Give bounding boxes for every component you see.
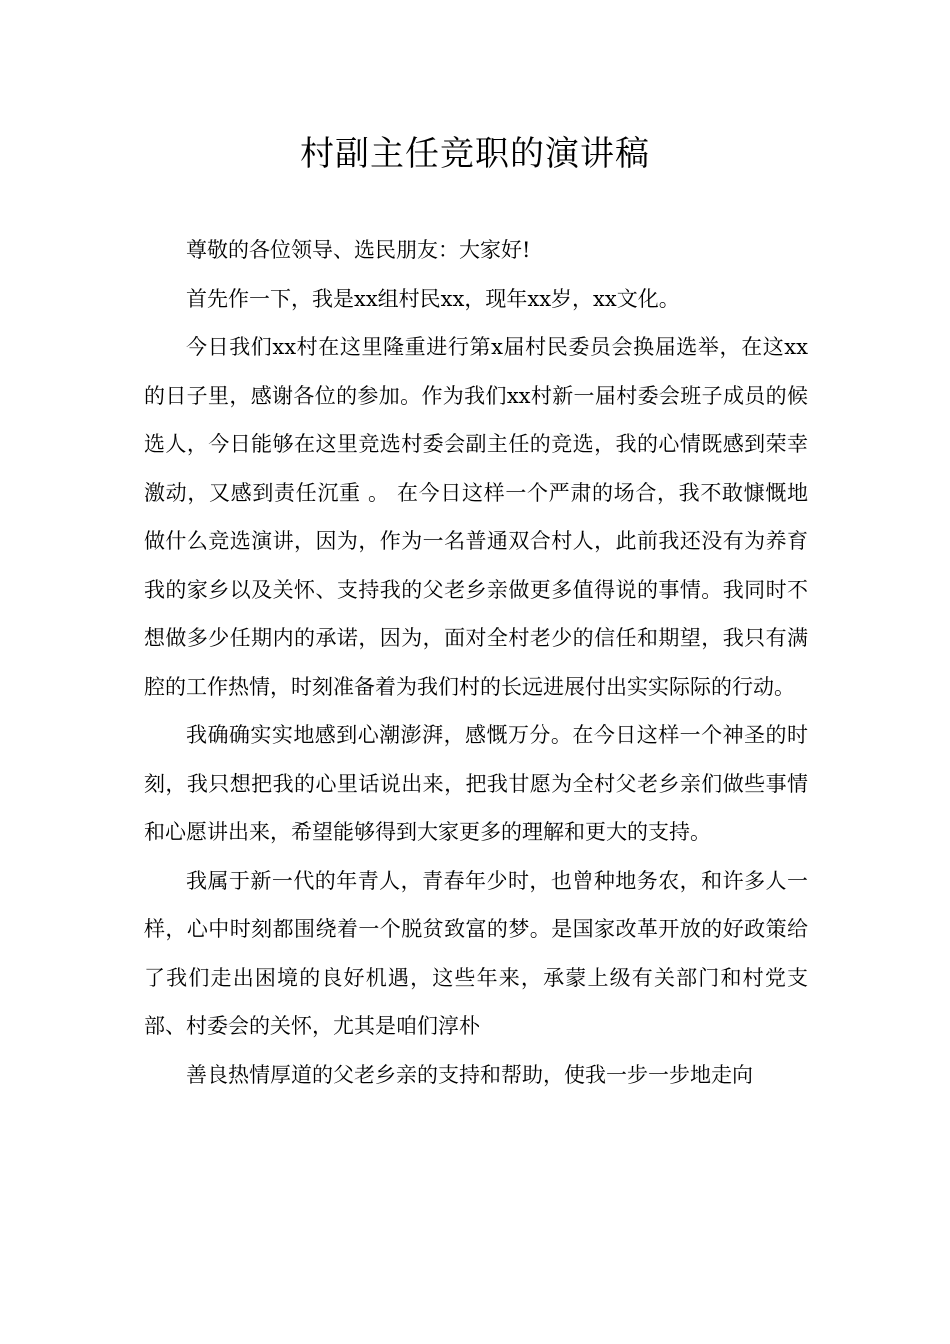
paragraph-introduction: 首先作一下，我是xx组村民xx，现年xx岁，xx文化。 <box>186 286 680 311</box>
paragraph-election: 今日我们xx村在这里隆重进行第x届村民委员会换届选举，在这xx的日子里，感谢各位的参加。作为我们xx村新一届村委会班子成员的候选人，今日能够在这里竞选村委会副主任的竞选，我的心情既感到荣幸激动，又感到责任沉重 。 在今日这样一个严肃的场合，我不敢慷慨地做什么竞选演讲，因为，作为一名普通双合村人，此前我还没有为养育我的家乡以及关怀、支持我的父老乡亲做更多值得说的事情。我同时不想做多少任期内的承诺，因为，面对全村老少的信任和期望，我只有满腔的工作热情，时刻准备着为我们村的长远进展付出实实际际的行动。 <box>144 335 808 699</box>
document-body <box>144 226 808 1099</box>
paragraph-feelings: 我确确实实地感到心潮澎湃，感慨万分。在今日这样一个神圣的时刻，我只想把我的心里话说出来，把我甘愿为全村父老乡亲们做些事情和心愿讲出来，希望能够得到大家更多的理解和更大的支持。 <box>144 723 808 844</box>
paragraph-greeting: 尊敬的各位领导、选民朋友：大家好! <box>186 238 531 262</box>
document-title: 村副主任竞职的演讲稿 <box>300 134 650 174</box>
paragraph-continuation: 善良热情厚道的父老乡亲的支持和帮助，使我一步一步地走向 <box>186 1062 753 1087</box>
paragraph-background: 我属于新一代的年青人，青春年少时，也曾种地务农，和许多人一样，心中时刻都围绕着一个脱贫致富的梦。是国家改革开放的好政策给了我们走出困境的良好机遇，这些年来，承蒙上级有关部门和村党支部、村委会的关怀，尤其是咱们淳朴 <box>144 868 808 1038</box>
